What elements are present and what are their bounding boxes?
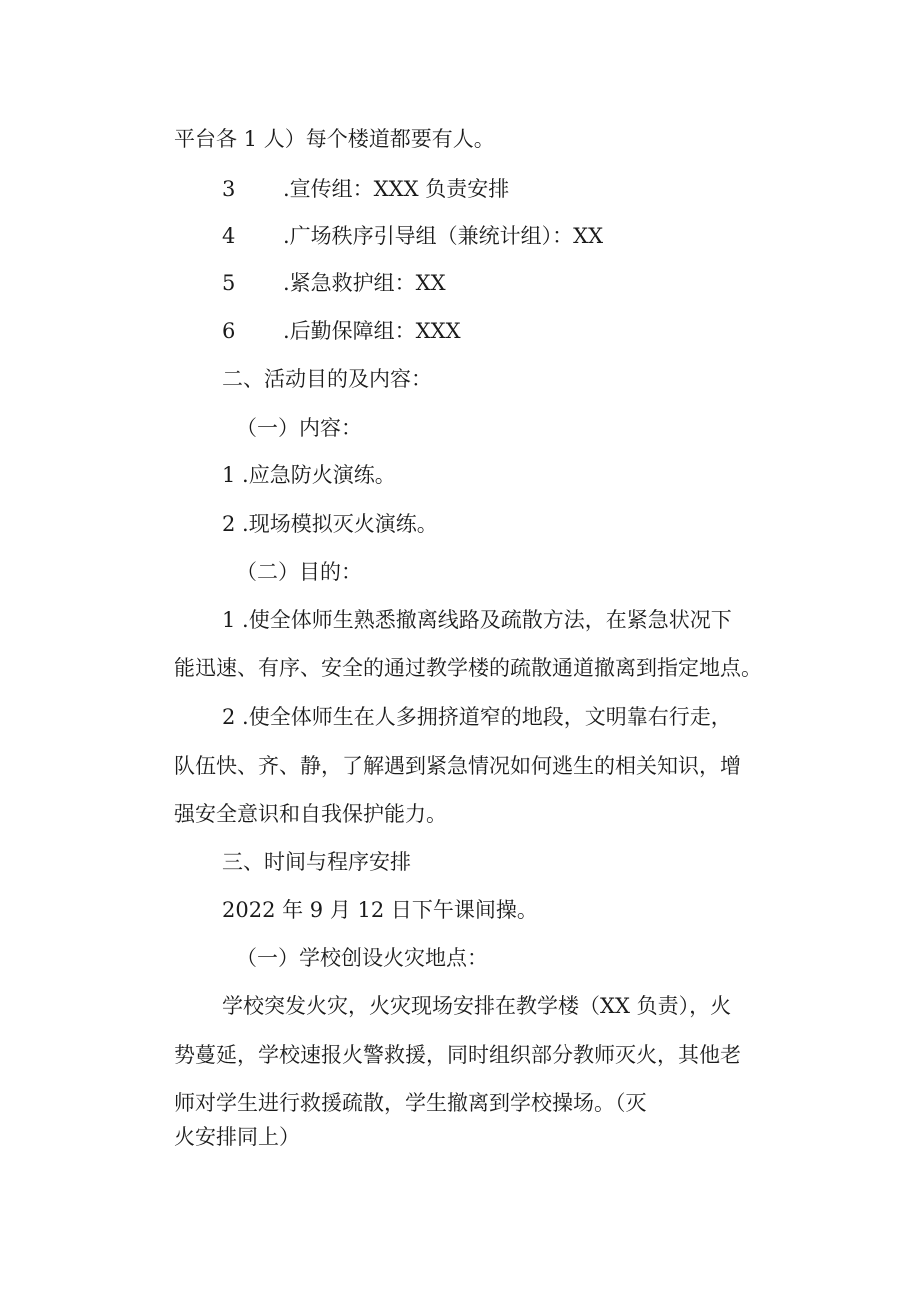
- group-item-text: .广场秩序引导组（兼统计组）：XX: [283, 224, 604, 248]
- paragraph-line: 2 .使全体师生在人多拥挤道窄的地段，文明靠右行走，: [222, 705, 732, 729]
- paragraph-line: 平台各 1 人）每个楼道都要有人。: [174, 127, 495, 151]
- date-line: 2022 年 9 月 12 日下午课间操。: [222, 898, 538, 922]
- subsection-heading: （一）学校创设火灾地点：: [236, 946, 488, 970]
- group-item-number: 3: [222, 177, 236, 201]
- subsection-heading: （一）内容：: [236, 416, 362, 440]
- group-item-number: 6: [222, 319, 236, 343]
- section-heading: 三、时间与程序安排: [222, 850, 411, 874]
- group-item-text: .后勤保障组：XXX: [283, 319, 461, 343]
- content-item: 1 .应急防火演练。: [222, 463, 396, 487]
- paragraph-line: 能迅速、有序、安全的通过教学楼的疏散通道撤离到指定地点。: [174, 656, 762, 680]
- paragraph-line: 火安排同上）: [174, 1125, 300, 1149]
- paragraph-line: 学校突发火灾，火灾现场安排在教学楼（XX 负责），火: [222, 994, 732, 1018]
- group-item-text: .紧急救护组：XX: [283, 271, 446, 295]
- subsection-heading: （二）目的：: [236, 560, 362, 584]
- paragraph-line: 势蔓延，学校速报火警救援，同时组织部分教师灭火，其他老: [174, 1043, 741, 1067]
- paragraph-line: 队伍快、齐、静，了解遇到紧急情况如何逃生的相关知识，增: [174, 754, 741, 778]
- section-heading: 二、活动目的及内容：: [222, 367, 432, 391]
- paragraph-line: 师对学生进行救援疏散，学生撤离到学校操场。（灭: [174, 1091, 647, 1115]
- paragraph-line: 1 .使全体师生熟悉撤离线路及疏散方法，在紧急状况下: [222, 608, 732, 632]
- group-item-text: .宣传组：XXX 负责安排: [283, 177, 510, 201]
- group-item-number: 5: [222, 271, 236, 295]
- group-item-number: 4: [222, 224, 236, 248]
- paragraph-line: 强安全意识和自我保护能力。: [174, 802, 447, 826]
- content-item: 2 .现场模拟灭火演练。: [222, 512, 438, 536]
